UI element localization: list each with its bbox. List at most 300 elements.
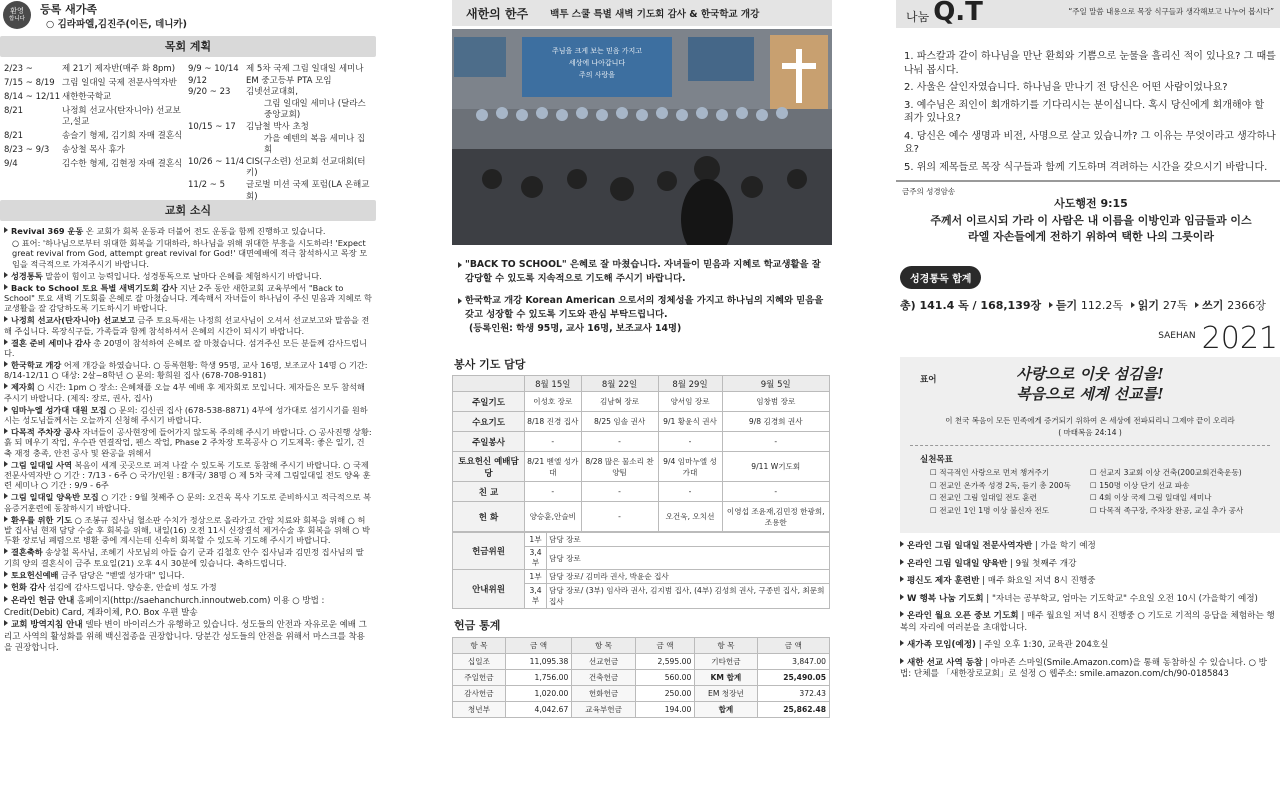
bulletin-desc: 아마존 스마일(Smile.Amazon.com)을 통해 동참하실 수 있습니다. ○ 방법: 단체를 「새한장로교회」로 설정 ○ 웹주소: smile.amazon.com/ch/90-0185843 xyxy=(900,657,1267,679)
motto-sub2: ( 마태복음 24:14 ) xyxy=(1058,428,1122,437)
checkbox-icon: ☐ xyxy=(930,468,940,477)
online-offering-desc: 홈페이지(http://saehanchurch.innoutweb.com) 이용 ○ 방법 : Credit(Debit) Card, 계좌이체, P.O. Box 우편 발송 xyxy=(4,596,325,618)
service-cell: 오건욱, 오치선 xyxy=(658,502,722,532)
service-cell: 김남혁 장로 xyxy=(581,392,658,412)
news-item-desc: 자녀들이 공사현장에 들어가지 않도록 주의해 주시기 바랍니다. ○ 공사진행 상황: 흙 되 메우기 작업, 우수관 연결작업, 펜스 작업, Phase 2 주차장 토목공사 ○ 기도제목: 좋은 일기, 건축 재정 충족, 안전 공사 및 완공을 위해서 xyxy=(4,426,372,458)
bullet-icon xyxy=(1131,302,1135,308)
checkbox-icon: ☐ xyxy=(1090,480,1100,490)
offering-row xyxy=(453,686,830,702)
news-item-title: 결혼 준비 세미나 감사 xyxy=(11,337,91,348)
plan-date: 10/15 ~ 17 xyxy=(188,121,236,132)
plan-date: 9/20 ~ 23 xyxy=(188,87,231,98)
offering-row xyxy=(453,702,830,718)
blank-cell xyxy=(453,376,525,392)
plan-event: EM 중고등부 PTA 모임 xyxy=(246,75,332,86)
offering-amount: 1,020.00 xyxy=(505,686,571,702)
service-cell: - xyxy=(581,432,658,452)
service-row xyxy=(453,452,830,482)
motto-divider xyxy=(910,445,1270,446)
service-cell: 9/1 황윤식 권사 xyxy=(658,412,722,432)
motto-section xyxy=(896,321,1280,533)
plan-date: 8/23 ~ 9/3 xyxy=(4,145,50,156)
news-item-desc: 어제 개강을 하였습니다. ○ 등록현황: 학생 95명, 교사 16명, 보조교사 14명 ○ 기간: 8/14-12/11 ○ 대상: 2살~8학년 ○ 문의: 황희원 집사 (678-708-9181) xyxy=(4,359,368,381)
news-item-title: 나정희 선교사(탄자니아) 선교보고 xyxy=(11,315,135,326)
bulletin-desc: 매주 월요일 저녁 8시 진행중 ○ 기도로 기적의 응답을 체험하는 행복의 자리에 여러분을 초대합니다. xyxy=(900,611,1275,633)
bulletin-title: 평신도 제자 훈련반 xyxy=(907,576,980,586)
news-item-desc: 금주 토요특새는 나정희 선교사님이 오셔서 선교보고와 말씀을 전해 주십니다. 목장식구들, 가족들과 함께 참석하셔서 은혜의 시간이 되시기 바랍니다. xyxy=(4,315,370,336)
motto-box xyxy=(900,357,1280,533)
bulletin-item: 온라인 그림 일대일 전문사역자반 | 가을 학기 예정 xyxy=(900,541,1276,553)
goal-item xyxy=(1090,480,1276,493)
qt-question: 3. 예수님은 죄인이 회개하기를 기다리시는 분이십니다. 혹시 당신에게 회개해야 할 죄가 있나요? xyxy=(904,99,1265,124)
bullet-icon xyxy=(4,548,8,554)
offering-item: 십일조 xyxy=(453,654,506,670)
plan-date: 7/15 ~ 8/19 xyxy=(4,77,55,88)
service-cell: 8/28 많은 물소리 찬양팀 xyxy=(581,452,658,482)
offering-head-item: 항 목 xyxy=(695,638,757,654)
service-cell: - xyxy=(658,482,722,502)
news-item-title: 성경통독 xyxy=(11,270,43,281)
reading-total: 총) 141.4 독 / 168,139장 xyxy=(900,299,1042,312)
feature-title: 백투 스쿨 특별 새벽 기도회 감사 & 한국학교 개강 xyxy=(550,9,760,20)
bullet-icon xyxy=(900,576,904,582)
offering-amount: 1,756.00 xyxy=(505,670,571,686)
service-cell: - xyxy=(581,482,658,502)
news-item-title: 헌화 감사 xyxy=(11,581,46,592)
bullet-icon xyxy=(900,541,904,547)
plan-event: 새한한국학교 xyxy=(62,91,112,102)
bullet-icon xyxy=(900,559,904,565)
write-label: 쓰기 xyxy=(1202,299,1224,312)
screen-line-2: 세상에 나아갑니다 xyxy=(568,59,626,67)
offering-amount: 194.00 xyxy=(635,702,694,718)
bulletin-item: 온라인 월요 오픈 중보 기도회 | 매주 월요일 저녁 8시 진행중 ○ 기도로 기적의 응답을 체험하는 행복의 자리에 여러분을 초대합니다. xyxy=(900,611,1275,633)
news-item xyxy=(4,547,372,568)
offering-head-amount: 금 액 xyxy=(757,638,829,654)
qt-header xyxy=(896,0,1280,28)
news-item-desc: 복음이 세계 곳곳으로 퍼져 나갈 수 있도록 기도로 동참해 주시기 바랍니다. ○ 국제 전문사역자반 ○ 기간 : 7/13 - 6주 ○ 국가/인원 : 8개국/ 38명 ○ 제 5차 국제 그림일대일 전도 양육 훈련 세미나 ○ 기간 : 9/9 - 6주 xyxy=(4,459,371,491)
plan-date: 10/26 ~ 11/4 xyxy=(188,156,245,167)
bulletin-desc: 가을 학기 예정 xyxy=(1040,541,1096,551)
news-item xyxy=(4,238,372,269)
plan-event: 그림 일대일 국제 전문사역자반 xyxy=(62,77,177,88)
service-cell: 양승훈,안슬비 xyxy=(525,502,582,532)
pastoral-left xyxy=(4,64,188,197)
bullet-icon xyxy=(458,298,462,304)
newcomer-names-text: 김라파엘,김진주(이든, 데니카) xyxy=(57,19,187,30)
goal-item xyxy=(930,492,1090,505)
offering-item: 건축헌금 xyxy=(572,670,636,686)
qt-question: 2. 사울은 살인자였습니다. 하나님을 만나기 전 당신은 어떤 사람이었나요? xyxy=(904,82,1228,93)
goal-text: 전교인 그림 일대일 전도 훈련 xyxy=(939,493,1037,502)
news-item-desc: 온 교회가 회복 운동과 더불어 전도 운동을 함께 진행하고 있습니다. xyxy=(85,226,326,236)
service-title: 봉사 기도 담당 xyxy=(454,358,526,371)
offering-amount: 25,490.05 xyxy=(757,670,829,686)
offering-title: 헌금 통계 xyxy=(454,619,501,632)
committee-role: 헌금위원 xyxy=(453,533,525,570)
news-item-title: 환우를 위한 기도 xyxy=(11,514,73,525)
offering-item: EM 청장년 xyxy=(695,686,757,702)
offering-amount: 4,042.67 xyxy=(505,702,571,718)
plan-event: 송상철 목사 휴가 xyxy=(62,145,125,156)
bullet-icon xyxy=(4,361,8,367)
bulletin-title: 온라인 그림 일대일 전문사역자반 xyxy=(907,541,1033,551)
bullet-icon xyxy=(4,516,8,522)
reading-pill: 성경통독 합계 xyxy=(900,266,981,289)
bullet-icon xyxy=(4,461,8,467)
bullet-icon xyxy=(4,406,8,412)
service-date: 8월 22일 xyxy=(581,376,658,392)
committee-part: 1부 xyxy=(525,570,547,584)
bullet-icon xyxy=(4,339,8,345)
plan-item xyxy=(4,131,188,143)
side-screen-left xyxy=(454,37,506,77)
plan-item xyxy=(188,122,372,134)
offering-item: 교육부헌금 xyxy=(572,702,636,718)
bulletin-title: 온라인 월요 오픈 중보 기도회 xyxy=(907,611,1019,621)
newcomer-names: ○ 김라파엘,김진주(이든, 데니카) xyxy=(46,19,187,30)
committee-row xyxy=(453,533,830,547)
news-list xyxy=(0,221,376,592)
news-item-desc: ○ 기간 : 9월 첫째주 ○ 문의: 오건욱 목사 기도로 준비하시고 적극적으로 복음증거훈련에 동참하시기 바랍니다. xyxy=(4,492,372,513)
news-item-desc: 금주 담당은 "벧엘 성가대" 입니다. xyxy=(61,569,185,580)
goal-item xyxy=(930,480,1090,493)
service-role: 주일기도 xyxy=(453,392,525,412)
verse-ref: 사도행전 9:15 xyxy=(1054,197,1128,210)
plan-item xyxy=(188,99,372,122)
bulletin-desc: "자녀는 공부학교, 엄마는 기도학교" 수요일 오전 10시 (가을학기 예정) xyxy=(991,593,1258,604)
bullet-icon xyxy=(4,596,8,602)
plan-item xyxy=(4,159,188,171)
plan-item xyxy=(188,76,372,88)
bullet-icon xyxy=(1195,302,1199,308)
screen-line-3: 주의 사랑을 xyxy=(578,71,616,79)
feature-p1: "BACK TO SCHOOL" 은혜로 잘 마쳤습니다. 자녀들이 믿음과 지혜로 학교생활을 잘 감당할 수 있도록 지속적으로 기도해 주시기 바랍니다. xyxy=(465,259,821,284)
plan-date: 9/9 ~ 10/14 xyxy=(188,64,239,74)
plan-date: 11/2 ~ 5 xyxy=(188,179,226,190)
verse-section xyxy=(896,180,1280,256)
goals-grid xyxy=(930,467,1276,517)
news-item xyxy=(4,271,372,281)
bulletin-desc: 주일 오후 1:30, 교육관 204호실 xyxy=(984,640,1109,650)
online-offering-title: 온라인 헌금 안내 xyxy=(11,596,75,607)
plan-date: 9/12 xyxy=(188,75,208,86)
goal-text: 150명 이상 단기 선교 파송 xyxy=(1099,480,1190,490)
bullet-icon xyxy=(4,428,8,434)
news-item-desc: ○ 표어: '하나님으로부터 위대한 회복을 기대하라, 하나님을 위해 위대한 부흥을 시도하라! 'Expect great revival from God, attempt great revival for God!' 대면예배에 적극 참석하시고 목장 모임을 적극적으로 가져주시기 바랍니다. xyxy=(12,237,368,269)
bulletin-item: 평신도 제자 훈련반 | 매주 화요일 저녁 8시 진행중 xyxy=(900,576,1276,588)
offering-item: 선교헌금 xyxy=(572,654,636,670)
plan-event: 김수한 형제, 김현정 자매 결혼식 xyxy=(62,158,183,169)
bulletin-title: 새한 선교 사역 동참 xyxy=(907,657,983,668)
plan-event: 가을 예텐의 복음 세미나 집회 xyxy=(264,133,366,156)
news-item xyxy=(4,460,372,491)
news-item-desc: ○ 시간: 1pm ○ 장소: 은혜채플 오늘 4부 예배 후 제자회로 모입니다. 제자들은 모두 참석해 주시기 바랍니다. (제직: 장로, 권사, 집사) xyxy=(4,382,365,403)
plan-date: 8/21 xyxy=(4,105,24,116)
offering-table xyxy=(452,637,830,718)
bullet-icon xyxy=(4,383,8,389)
pastoral-header: 목회 계획 xyxy=(0,36,376,57)
service-role: 수요기도 xyxy=(453,412,525,432)
offering-row xyxy=(453,670,830,686)
listen-label: 듣기 xyxy=(1055,299,1078,312)
service-role: 토요헌신 예배담당 xyxy=(453,452,525,482)
service-cell: 9/4 임마누엘 성가대 xyxy=(658,452,722,482)
offering-item: 합계 xyxy=(695,702,757,718)
checkbox-icon: ☐ xyxy=(1090,493,1100,502)
plan-item xyxy=(4,92,188,104)
offering-item: 감사헌금 xyxy=(453,686,506,702)
pastoral-right xyxy=(188,64,372,202)
plan-item xyxy=(4,106,188,129)
news-item-title: 제자회 xyxy=(11,382,35,393)
verse-text: 주께서 이르시되 가라 이 사람은 내 이름을 이방인과 임금들과 이스라엘 자손들에게 전하기 위하여 택한 나의 그릇이라 xyxy=(930,214,1252,243)
bulletin-list xyxy=(896,533,1280,681)
bulletin-title: 온라인 그림 일대일 양육반 xyxy=(907,558,1008,569)
goals-label: 실천목표 xyxy=(920,455,953,465)
service-row xyxy=(453,432,830,452)
news-item xyxy=(4,360,372,381)
listen-value: 112.2독 xyxy=(1080,299,1124,312)
goal-item xyxy=(1090,492,1276,505)
offering-item: 주일헌금 xyxy=(453,670,506,686)
feature-p2b: (등록인원: 학생 95명, 교사 16명, 보조교사 14명) xyxy=(469,323,682,334)
service-cell: - xyxy=(722,432,830,452)
bulletin-item: 새가족 모임(예정) | 주일 오후 1:30, 교육관 204호실 xyxy=(900,640,1276,652)
service-cell: - xyxy=(581,502,658,532)
plan-item xyxy=(188,87,372,99)
goal-text: 4회 이상 국제 그림 일대일 세미나 xyxy=(1099,493,1212,502)
covid-desc: 델타 변이 바이러스가 유행하고 있습니다. 성도들의 안전과 자유로운 예배 그리고 사역의 활성화를 위해 백신접종을 권장합니다. 당분간 성도들의 안전을 위해서 마스크를 착용을 권장합니다. xyxy=(4,620,367,654)
left-column xyxy=(0,0,376,812)
plan-item xyxy=(4,78,188,90)
plan-date: 9/4 xyxy=(4,158,18,169)
bullet-icon xyxy=(1049,302,1053,308)
committee-part: 3,4부 xyxy=(525,584,547,609)
goal-text: 다목적 족구장, 주차장 완공, 교실 추가 공사 xyxy=(1099,505,1244,515)
offering-item: KM 합계 xyxy=(695,670,757,686)
news-item xyxy=(4,427,372,458)
news-item-title: 다목적 주차장 공사 xyxy=(11,426,80,437)
motto-label: 표어 xyxy=(920,375,937,385)
news-item-title: Back to School 토요 특별 새벽기도회 감사 xyxy=(11,282,178,293)
bullet-icon xyxy=(900,658,904,664)
service-cell: 9/11 W기도회 xyxy=(722,452,830,482)
service-cell: - xyxy=(722,482,830,502)
service-cell: 양서임 장로 xyxy=(658,392,722,412)
committee-role: 안내위원 xyxy=(453,570,525,609)
news-item-desc: ○ 조봉규 집사님 혈소판 수치가 정상으로 올라가고 간암 치료와 회복을 위해 ○ 허발 집사님 현재 담당 수술 후 회복을 위해, 내일(16) 오전 11시 신장결석 제거수술 후 회복을 위해 ○ 박두환 장로님 폐렴으로 병환 중에 계시는데 신속히 회복할 수 있도록 기도해 주시기 바랍니다. xyxy=(4,514,370,546)
service-row xyxy=(453,482,830,502)
news-item-desc: 송상철 목사님, 조혜기 사모님의 아들 습기 군과 김철호 안수 집사님과 김민정 집사님의 딸 기희 양의 결혼식이 금주 토요일(21) 오후 4시 30분에 있습니다. 축하드립니다. xyxy=(4,547,364,568)
covid-title: 교회 방역지침 안내 xyxy=(11,620,83,631)
bullet-icon xyxy=(458,262,462,268)
offering-item: 기타헌금 xyxy=(695,654,757,670)
news-item xyxy=(4,492,372,513)
news-item xyxy=(4,315,372,336)
plan-event: 김넷선교대회, xyxy=(246,87,298,98)
plan-event: 제 21기 제자반(매주 화 8pm) xyxy=(62,64,176,74)
committee-row xyxy=(453,570,830,584)
bulletin-desc: 9월 첫째주 개강 xyxy=(1015,558,1077,569)
plan-item xyxy=(188,134,372,157)
checkbox-icon: ☐ xyxy=(930,505,940,515)
pastoral-plan xyxy=(0,57,376,202)
right-column xyxy=(896,0,1280,812)
bulletin-item: W 행복 나눔 기도회 | "자녀는 공부학교, 엄마는 기도학교" 수요일 오전 10시 (가을학기 예정) xyxy=(900,594,1276,606)
news-header: 교회 소식 xyxy=(0,200,376,221)
plan-event: 글로벌 미션 국제 포럼(LA 온해교회) xyxy=(246,179,370,202)
news-item-title: 토요헌신예배 xyxy=(11,569,59,580)
offering-head-amount: 금 액 xyxy=(635,638,694,654)
service-cell: 이성호 장로 xyxy=(525,392,582,412)
qt-list xyxy=(896,28,1280,174)
committee-value: 담당 장로 xyxy=(547,533,830,547)
offering-amount: 11,095.38 xyxy=(505,654,571,670)
offering-amount: 560.00 xyxy=(635,670,694,686)
plan-item xyxy=(4,64,188,76)
welcome-badge xyxy=(3,1,31,29)
plan-event: 송슬기 형제, 김기희 자매 결혼식 xyxy=(62,131,183,142)
news-item xyxy=(4,582,372,592)
service-cell: 8/18 진경 집사 xyxy=(525,412,582,432)
offering-head-amount: 금 액 xyxy=(505,638,571,654)
motto-sub: 이 천국 복음이 모든 민족에게 증거되기 위하여 온 세상에 전파되리니 그제야 끝이 오리라 xyxy=(945,416,1235,425)
feature-p2: 한국학교 개강 Korean American 으로서의 정체성을 가지고 하나님의 지혜와 믿음을 갖고 성장할 수 있도록 기도와 관심 부탁드립니다. xyxy=(465,295,824,320)
plan-item xyxy=(188,64,372,76)
news-item-desc: 총 20명이 참석하여 은혜로 잘 마쳤습니다. 섬겨주신 모든 분들께 감사드립니다. xyxy=(4,337,368,358)
goal-item xyxy=(1090,505,1276,518)
news-item xyxy=(4,283,372,314)
news-item-desc: ○ 문의: 김신권 집사 (678-538-8871) 4부에 성가대로 섬기시기를 원하시는 성도님들께서는 오늘까지 신청해 주시기 바랍니다. xyxy=(4,404,368,425)
service-row xyxy=(453,412,830,432)
service-cell: 임창범 장로 xyxy=(722,392,830,412)
newcomer-title: 등록 새가족 xyxy=(40,3,97,16)
plan-item xyxy=(4,145,188,157)
plan-date: 8/14 ~ 12/11 xyxy=(4,91,61,102)
badge-bottom: 합니다 xyxy=(9,16,25,22)
qt-title: Q.T xyxy=(933,0,983,27)
feature-header xyxy=(452,0,832,26)
news-item-title: 결혼축하 xyxy=(11,547,43,558)
offering-head-item: 항 목 xyxy=(453,638,506,654)
bulletin-desc: 매주 화요일 저녁 8시 진행중 xyxy=(987,576,1096,586)
motto-line2: 복음으로 세계 선교를! xyxy=(1016,385,1164,403)
projection-screen xyxy=(522,37,672,97)
bullet-icon xyxy=(4,227,8,233)
offering-head-item: 항 목 xyxy=(572,638,636,654)
service-cell: - xyxy=(525,482,582,502)
plan-event: 나정희 선교사(탄자니아) 선교보고,설교 xyxy=(62,105,181,128)
plan-date: 2/23 ~ xyxy=(4,64,33,74)
middle-column xyxy=(452,0,832,812)
checkbox-icon: ☐ xyxy=(930,480,940,490)
checkbox-icon: ☐ xyxy=(930,493,940,502)
news-item xyxy=(4,226,372,236)
offering-amount: 250.00 xyxy=(635,686,694,702)
offering-item: 청년부 xyxy=(453,702,506,718)
news-item xyxy=(4,405,372,426)
bullet-icon xyxy=(4,571,8,577)
news-item xyxy=(4,382,372,403)
feature-label: 새한의 한주 xyxy=(466,6,529,21)
committee-part: 1부 xyxy=(525,533,547,547)
news-item-desc: 지난 2주 동안 새한교회 교육부에서 "Back to School" 토요 새벽 기도회를 은혜로 잘 마쳤습니다. 계속해서 자녀들이 하나님이 주신 믿음과 지혜로 학교생활을 잘 감당하도록 기도하시기 바랍니다. xyxy=(4,282,372,314)
plan-event: 제 5차 국제 그림 일대일 세미나 xyxy=(246,64,364,74)
committee-table xyxy=(452,532,830,609)
bullet-icon xyxy=(4,620,8,626)
goal-text: 전교인 온가족 성경 2독, 듣기 총 200독 xyxy=(939,480,1071,490)
news-item-desc: 섬김에 감사드립니다. 양승훈, 안슬비 성도 가정 xyxy=(48,581,217,592)
service-role: 주일봉사 xyxy=(453,432,525,452)
plan-item xyxy=(188,157,372,180)
service-cell: 이영섭 조윤재,김민정 한광희,조용한 xyxy=(722,502,830,532)
motto-line1: 사랑으로 이웃 섬김을! xyxy=(1016,365,1164,383)
verse-label: 금주의 성경암송 xyxy=(902,187,956,196)
bullet-icon xyxy=(900,640,904,646)
brand-name: SAEHAN xyxy=(1158,331,1196,341)
news-item-title: Revival 369 운동 xyxy=(11,226,84,236)
goal-item xyxy=(930,467,1090,480)
bulletin-item: 새한 선교 사역 동참 | 아마존 스마일(Smile.Amazon.com)을 통해 동참하실 수 있습니다. ○ 방법: 단체를 「새한장로교회」로 설정 ○ 웹주소: smile.amazon.com/ch/90-0185843 xyxy=(900,657,1267,679)
service-table xyxy=(452,375,830,532)
read-label: 읽기 xyxy=(1137,299,1159,312)
online-offering xyxy=(0,593,376,655)
offering-item: 헌화헌금 xyxy=(572,686,636,702)
goal-item xyxy=(930,505,1090,518)
committee-value: 담당 장로/ 김미라 권사, 박윤순 집사 xyxy=(547,570,830,584)
bulletin-title: 새가족 모임(예정) xyxy=(907,640,976,650)
checkbox-icon: ☐ xyxy=(1090,468,1100,477)
news-item-title: 한국학교 개강 xyxy=(11,359,62,370)
feature-photo xyxy=(452,29,832,245)
news-item xyxy=(4,515,372,546)
bullet-icon xyxy=(4,316,8,322)
checkbox-icon: ☐ xyxy=(1090,505,1100,515)
side-screen-right xyxy=(688,37,754,81)
feature-text xyxy=(452,245,832,336)
qt-question: 4. 당신은 예수 생명과 비전, 사명으로 살고 있습니까? 그 이유는 무엇이라고 생각하나요? xyxy=(904,130,1276,155)
service-cell: - xyxy=(525,432,582,452)
plan-event: 김남철 박사 초청 xyxy=(246,121,309,132)
qt-question: 1. 파스칼과 같이 하나님을 만난 환희와 기쁨으로 눈물을 흘리신 적이 있나요? 그 때를 나눠 봅시다. xyxy=(904,51,1276,76)
bulletin-title: W 행복 나눔 기도회 xyxy=(907,593,984,604)
newcomer-section xyxy=(0,0,376,32)
committee-value: 담당 장로/ (3부) 임사라 권사, 김지범 집사, (4부) 김성희 권사, 구종빈 집사, 최문희 집사 xyxy=(547,584,830,609)
qt-sub: “주일 말씀 내용으로 목장 식구들과 생각해보고 나누어 봅시다” xyxy=(1068,7,1274,16)
screen-line-1: 주님을 크게 보는 믿음 가지고 xyxy=(551,47,643,55)
service-cell: 8/21 벧엘 성가대 xyxy=(525,452,582,482)
service-cell: 8/25 임솔 권사 xyxy=(581,412,658,432)
service-row xyxy=(453,392,830,412)
service-cell: - xyxy=(658,432,722,452)
plan-date: 8/21 xyxy=(4,131,24,142)
qt-label: 나눔 xyxy=(906,10,930,24)
bulletin-item: 온라인 그림 일대일 양육반 | 9월 첫째주 개강 xyxy=(900,559,1276,571)
reading-stats xyxy=(900,297,1280,313)
plan-event: 그림 일대일 세미나 (달라스 중앙교회) xyxy=(264,98,366,121)
service-row xyxy=(453,502,830,532)
badge-top: 환영 xyxy=(10,7,24,15)
service-date: 9월 5일 xyxy=(722,376,830,392)
reading-section xyxy=(896,256,1280,313)
bullet-icon xyxy=(900,594,904,600)
bullet-icon xyxy=(4,272,8,278)
service-role: 헌 화 xyxy=(453,502,525,532)
goal-text: 적극적인 사랑으로 먼저 챙겨주기 xyxy=(939,468,1050,477)
qt-question: 5. 위의 제목들로 목장 식구들과 함께 기도하며 격려하는 시간을 갖으시기 바랍니다. xyxy=(904,161,1268,173)
goal-text: 선교지 3교회 이상 건축(200교회건축운동) xyxy=(1099,468,1242,477)
